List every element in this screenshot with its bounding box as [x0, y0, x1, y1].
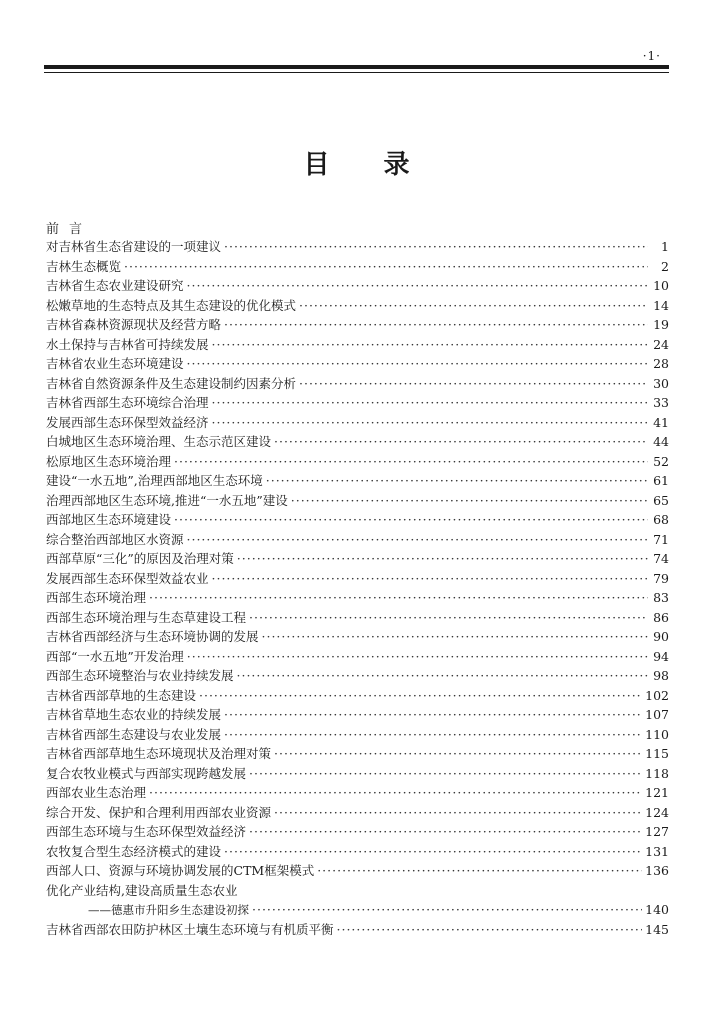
toc-entry-page: 71 — [653, 531, 669, 547]
toc-entry-title: 吉林省森林资源现状及经营方略 — [46, 317, 222, 332]
toc-entry — [46, 744, 669, 764]
toc-entry-title: 吉林省西部农田防护林区土壤生态环境与有机质平衡 — [46, 921, 334, 937]
toc-entry-page: 14 — [653, 297, 669, 313]
toc-entry — [46, 315, 669, 335]
toc-entry-title: 西部生态环境治理 — [46, 590, 147, 605]
toc-entry — [46, 276, 669, 296]
toc-entry — [46, 666, 669, 686]
leader-dots — [224, 315, 648, 335]
toc-entry-title: 吉林省西部草地的生态建设 — [46, 687, 197, 703]
toc-entry-page: 33 — [653, 395, 669, 410]
toc-entry-subtitle — [46, 900, 669, 920]
toc-entry-page: 90 — [653, 629, 669, 644]
toc-entry-page: 86 — [653, 609, 669, 625]
toc-entry — [46, 374, 669, 394]
leader-dots — [274, 803, 642, 823]
leader-dots — [274, 432, 648, 452]
toc-entry — [46, 237, 669, 257]
leader-dots — [224, 842, 642, 862]
toc-entry-page: 107 — [645, 707, 669, 722]
toc-entry — [46, 491, 669, 511]
toc-entry — [46, 783, 669, 803]
leader-dots — [252, 900, 642, 920]
leader-dots — [174, 510, 648, 530]
toc-entry — [46, 452, 669, 472]
toc-entry-title: 农牧复合型生态经济模式的建设 — [46, 843, 222, 859]
toc-entry-page: 94 — [653, 648, 669, 664]
toc-entry-page: 61 — [653, 473, 669, 488]
leader-dots — [212, 569, 648, 589]
toc-entry-page: 65 — [653, 492, 669, 508]
toc-entry-title: 西部生态环境整治与农业持续发展 — [46, 668, 234, 683]
toc-entry-title: 综合整治西部地区水资源 — [46, 531, 184, 547]
leader-dots — [187, 354, 648, 374]
toc-entry-page: 44 — [653, 434, 669, 449]
toc-entry-page: 115 — [645, 746, 669, 761]
leader-dots — [187, 276, 648, 296]
toc-entry-page: 131 — [645, 843, 669, 859]
toc-entry-page: 136 — [645, 863, 669, 878]
page-number: ·1· — [642, 49, 661, 63]
toc-entry — [46, 803, 669, 823]
toc-entry — [46, 296, 669, 316]
leader-dots — [187, 530, 648, 550]
leader-dots — [149, 588, 648, 608]
toc-entry-title: 吉林省西部生态建设与农业发展 — [46, 726, 222, 742]
toc-entry-title: 吉林省草地生态农业的持续发展 — [46, 707, 222, 722]
toc-entry-title: 松嫩草地的生态特点及其生态建设的优化模式 — [46, 297, 297, 313]
leader-dots — [274, 744, 642, 764]
toc-entry — [46, 627, 669, 647]
toc-entry-title: 西部生态环境治理与生态草建设工程 — [46, 609, 247, 625]
leader-dots — [262, 627, 648, 647]
toc-entry — [46, 705, 669, 725]
toc-entry-title: 西部“一水五地”开发治理 — [46, 648, 184, 664]
toc-entry-title: 优化产业结构,建设高质量生态农业 — [46, 882, 238, 898]
toc-entry-title: 发展西部生态环保型效益农业 — [46, 570, 209, 586]
leader-dots — [299, 296, 648, 316]
toc-entry-page: 118 — [645, 765, 669, 781]
toc-entry-page: 74 — [653, 551, 669, 566]
toc-entry-page: 121 — [645, 785, 669, 800]
toc-entry — [46, 822, 669, 842]
toc-entry — [46, 881, 669, 901]
toc-entry-page: 124 — [645, 804, 669, 820]
leader-dots — [212, 413, 648, 433]
leader-dots — [149, 783, 642, 803]
toc-entry-title: 吉林省西部草地生态环境现状及治理对策 — [46, 746, 272, 761]
leader-dots — [224, 237, 648, 257]
leader-dots — [224, 725, 642, 745]
toc-entry — [46, 257, 669, 277]
toc-entry-page: 24 — [653, 336, 669, 352]
preface-heading: 前言 — [46, 222, 93, 237]
toc-entry — [46, 647, 669, 667]
toc-entry-title: 综合开发、保护和合理利用西部农业资源 — [46, 804, 272, 820]
leader-dots — [124, 257, 648, 277]
toc-entry-title: 西部农业生态治理 — [46, 785, 147, 800]
toc-entry-page: 30 — [653, 375, 669, 391]
leader-dots — [237, 666, 648, 686]
toc-entry-page: 98 — [653, 668, 669, 683]
toc-entry — [46, 764, 669, 784]
toc-entry-title: 吉林省自然资源条件及生态建设制约因素分析 — [46, 375, 297, 391]
toc-entry — [46, 393, 669, 413]
toc-entry-title: 对吉林省生态省建设的一项建议 — [46, 239, 222, 254]
leader-dots — [266, 471, 648, 491]
toc-entry-title: 发展西部生态环保型效益经济 — [46, 414, 209, 430]
toc-entry-page: 145 — [645, 921, 669, 937]
toc-entry-title: 白城地区生态环境治理、生态示范区建设 — [46, 434, 272, 449]
toc-entry-page: 68 — [653, 512, 669, 527]
toc-entry-title: 吉林省西部生态环境综合治理 — [46, 395, 209, 410]
toc-entry — [46, 725, 669, 745]
toc-entry — [46, 549, 669, 569]
leader-dots — [249, 764, 642, 784]
toc-entry-page: 83 — [653, 590, 669, 605]
toc-entry — [46, 608, 669, 628]
header-rule-thick — [44, 65, 669, 69]
toc-entry-title: 吉林省生态农业建设研究 — [46, 278, 184, 293]
toc-entry-title: 西部地区生态环境建设 — [46, 512, 172, 527]
toc-entry-title: 西部人口、资源与环境协调发展的CTM框架模式 — [46, 863, 315, 878]
toc-entry — [46, 861, 669, 881]
toc-entry — [46, 588, 669, 608]
toc-entry-page: 110 — [645, 726, 669, 742]
toc-entry-title: 建设“一水五地”,治理西部地区生态环境 — [46, 473, 263, 488]
leader-dots — [249, 822, 642, 842]
toc-entry-page: 1 — [661, 239, 669, 254]
toc-entry-title: 复合农牧业模式与西部实现跨越发展 — [46, 765, 247, 781]
toc-entry-page: 19 — [653, 317, 669, 332]
toc-entry-page: 127 — [645, 824, 669, 839]
toc-entry-title: 水土保持与吉林省可持续发展 — [46, 336, 209, 352]
toc-entry — [46, 335, 669, 355]
toc-entry — [46, 530, 669, 550]
leader-dots — [237, 549, 648, 569]
toc-entry — [46, 920, 669, 940]
header-rule-thin — [44, 72, 669, 73]
toc-entry-title: 松原地区生态环境治理 — [46, 453, 172, 469]
page-title: 目录 — [303, 150, 464, 180]
toc-entry-title: 吉林省农业生态环境建设 — [46, 356, 184, 371]
leader-dots — [337, 920, 643, 940]
leader-dots — [212, 393, 648, 413]
leader-dots — [299, 374, 648, 394]
toc-entry — [46, 510, 669, 530]
toc-entry — [46, 432, 669, 452]
leader-dots — [317, 861, 642, 881]
toc-entry — [46, 354, 669, 374]
leader-dots — [224, 705, 642, 725]
toc-entry-page: 2 — [661, 258, 669, 274]
table-of-contents — [46, 237, 669, 939]
toc-entry-page: 102 — [645, 687, 669, 703]
toc-entry — [46, 842, 669, 862]
leader-dots — [212, 335, 648, 355]
toc-entry-page: 28 — [653, 356, 669, 371]
leader-dots — [174, 452, 648, 472]
toc-entry-page: 41 — [653, 414, 669, 430]
leader-dots — [291, 491, 648, 511]
toc-entry-page: 79 — [653, 570, 669, 586]
toc-entry — [46, 569, 669, 589]
toc-entry-title: 吉林省西部经济与生态环境协调的发展 — [46, 629, 259, 644]
toc-entry-page: 140 — [645, 902, 669, 917]
toc-entry-page: 10 — [653, 278, 669, 293]
toc-entry-title: ——德惠市升阳乡生态建设初探 — [88, 903, 249, 917]
leader-dots — [249, 608, 648, 628]
toc-entry — [46, 413, 669, 433]
leader-dots — [187, 647, 648, 667]
toc-entry-page: 52 — [653, 453, 669, 469]
toc-entry — [46, 686, 669, 706]
leader-dots — [199, 686, 642, 706]
toc-entry-title: 西部生态环境与生态环保型效益经济 — [46, 824, 247, 839]
toc-entry-title: 吉林生态概览 — [46, 258, 122, 274]
toc-entry-title: 治理西部地区生态环境,推进“一水五地”建设 — [46, 492, 288, 508]
toc-entry-title: 西部草原“三化”的原因及治理对策 — [46, 551, 234, 566]
toc-entry — [46, 471, 669, 491]
